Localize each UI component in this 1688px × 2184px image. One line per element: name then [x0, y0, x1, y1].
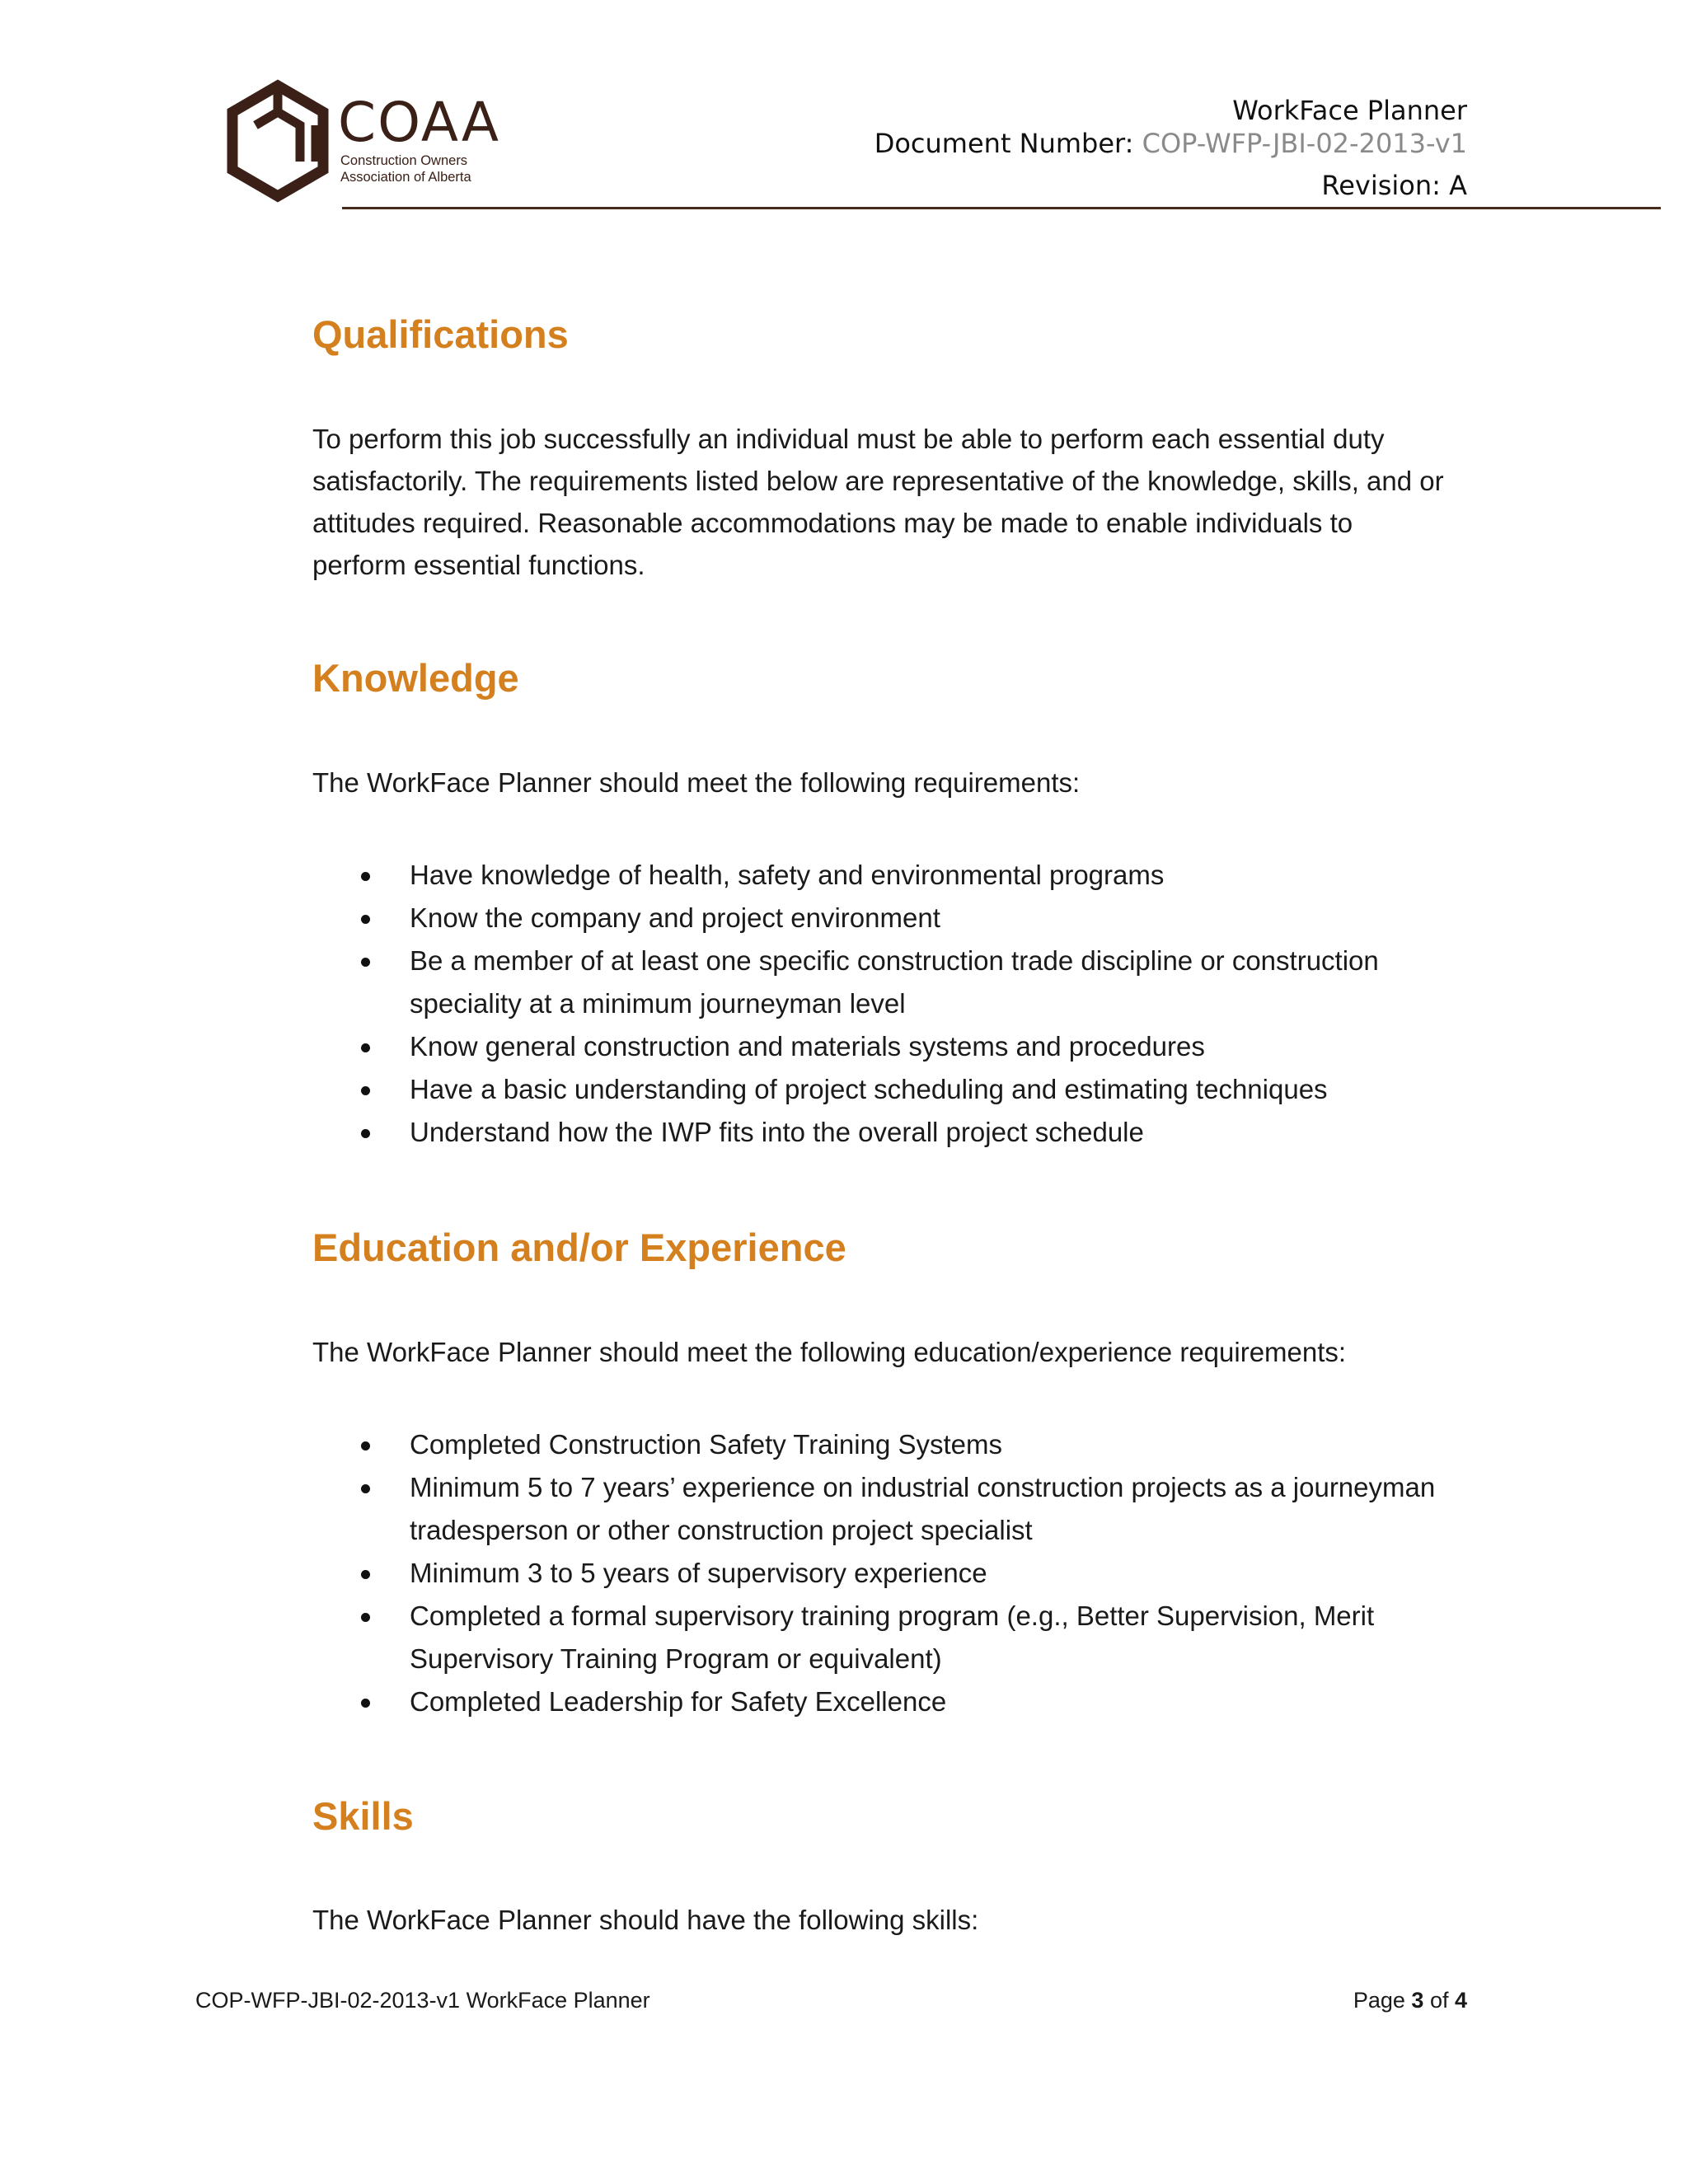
- education-heading: Education and/or Experience: [312, 1226, 846, 1269]
- bullet-icon: [361, 1613, 370, 1622]
- document-number-value: COP-WFP-JBI-02-2013-v1: [1142, 128, 1467, 159]
- list-item: Have knowledge of health, safety and environmental programs: [410, 854, 1597, 897]
- education-list: [312, 1423, 1597, 1723]
- skills-intro: The WorkFace Planner should have the following skills:: [312, 1905, 979, 1935]
- bullet-icon: [361, 1086, 370, 1095]
- logo-subtitle: Construction Owners Association of Alberta: [340, 153, 471, 185]
- list-item: Understand how the IWP fits into the overall project schedule: [410, 1111, 1597, 1154]
- qualifications-heading: Qualifications: [312, 312, 569, 356]
- skills-heading: Skills: [312, 1794, 414, 1838]
- bullet-icon: [361, 1570, 370, 1579]
- header-document-number: Document Number: COP-WFP-JBI-02-2013-v1: [874, 128, 1467, 159]
- header-divider: [342, 207, 1661, 209]
- knowledge-heading: Knowledge: [312, 656, 519, 700]
- bullet-icon: [361, 1699, 370, 1708]
- logo-wordmark: COAA: [338, 91, 501, 154]
- list-item: Minimum 3 to 5 years of supervisory experience: [410, 1552, 1597, 1595]
- list-item: Minimum 5 to 7 years’ experience on industrial construction projects as a journeyman tradesperson or other construction project specialist: [410, 1466, 1597, 1552]
- list-item: Know general construction and materials systems and procedures: [410, 1025, 1597, 1068]
- bullet-icon: [361, 1484, 370, 1493]
- bullet-icon: [361, 958, 370, 967]
- bullet-icon: [361, 1441, 370, 1451]
- list-item: Completed a formal supervisory training program (e.g., Better Supervision, Merit Supervisory Training Program or equivalent): [410, 1595, 1597, 1680]
- knowledge-intro: The WorkFace Planner should meet the following requirements:: [312, 767, 1081, 798]
- bullet-icon: [361, 1129, 370, 1138]
- coaa-hexagon-icon: [224, 79, 331, 203]
- bullet-icon: [361, 1043, 370, 1052]
- header-revision: Revision: A: [1321, 170, 1467, 201]
- bullet-icon: [361, 872, 370, 881]
- education-intro: The WorkFace Planner should meet the following education/experience requirements:: [312, 1337, 1347, 1367]
- list-item: Be a member of at least one specific construction trade discipline or construction speciality at a minimum journeyman level: [410, 940, 1597, 1025]
- footer-document-id: COP-WFP-JBI-02-2013-v1 WorkFace Planner: [195, 1988, 650, 2013]
- list-item: Completed Leadership for Safety Excellence: [410, 1680, 1597, 1723]
- list-item: Know the company and project environment: [410, 897, 1597, 940]
- list-item: Completed Construction Safety Training Systems: [410, 1423, 1597, 1466]
- header-title: WorkFace Planner: [1232, 95, 1467, 126]
- list-item: Have a basic understanding of project scheduling and estimating techniques: [410, 1068, 1597, 1111]
- qualifications-paragraph: To perform this job successfully an individual must be able to perform each essential duty satisfactorily. The requirements listed below are representative of the knowledge, skills, and or attitudes required. Reasonable accommodations may be made to enable individuals to perform essential functions.: [312, 424, 1444, 580]
- knowledge-list: [312, 854, 1597, 1154]
- bullet-icon: [361, 915, 370, 924]
- footer-page-number: Page 3 of 4: [1353, 1988, 1467, 2013]
